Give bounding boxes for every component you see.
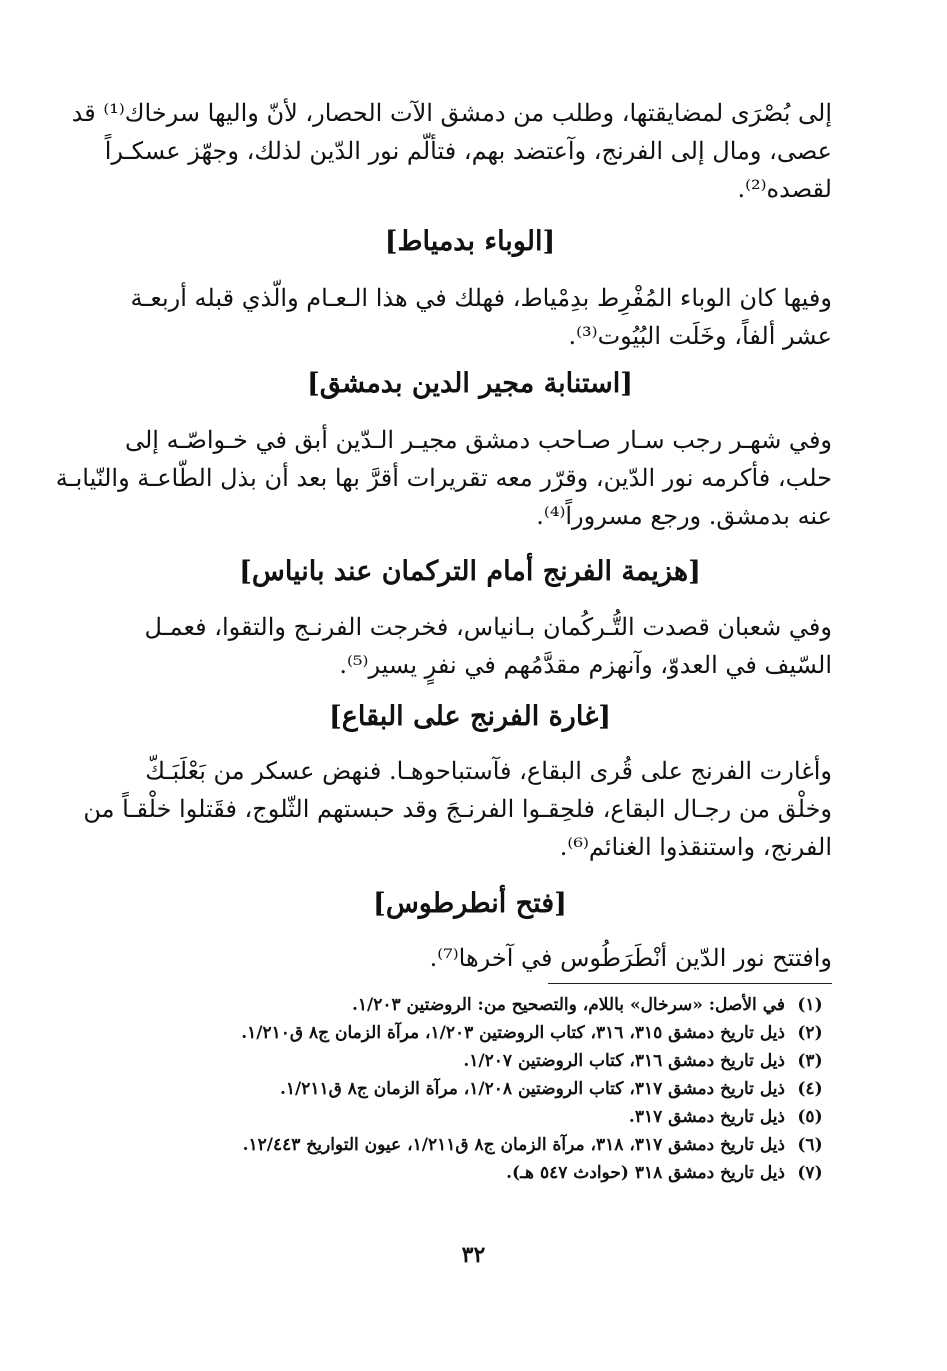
footnote-number: (١) bbox=[797, 995, 823, 1015]
paragraph-opening bbox=[71, 94, 832, 208]
text-line: إلى بُصْرَى لمضايقتها، وطلب من دمشق الآت الحصار، لأنّ واليها سرخاك⁽¹⁾ قد bbox=[71, 99, 832, 127]
paragraph-tortosa bbox=[108, 939, 832, 977]
footnote-text: ذيل تاريخ دمشق ٣١٧، ٣١٨، مرآة الزمان ج٨ ق١/٢١١، عيون التواريخ ١٢/٤٤٣. bbox=[242, 1135, 785, 1155]
text-line: عصى، ومال إلى الفرنج، وآعتضد بهم، فتألّم نور الدّين لذلك، وجهّز عسكـراً bbox=[104, 137, 832, 165]
footnote bbox=[140, 995, 835, 1023]
page-number: ٣٢ bbox=[461, 1242, 486, 1268]
footnote bbox=[140, 1163, 835, 1191]
section-heading-plague: [الوباء بدمياط] bbox=[384, 226, 556, 257]
footnote bbox=[140, 1051, 835, 1079]
footnote-number: (٧) bbox=[797, 1163, 823, 1183]
footnote bbox=[140, 1135, 835, 1163]
footnote-text: ذيل تاريخ دمشق ٣١٦، كتاب الروضتين ١/٢٠٧. bbox=[463, 1051, 785, 1071]
footnote-text: ذيل تاريخ دمشق ٣١٨ (حوادث ٥٤٧ هـ). bbox=[506, 1163, 785, 1183]
text-line: عشر ألفاً، وخَلَت البُيُوت⁽³⁾. bbox=[568, 322, 832, 350]
footnote-text: ذيل تاريخ دمشق ٣١٧، كتاب الروضتين ١/٢٠٨، مرآة الزمان ج٨ ق١/٢١١. bbox=[280, 1079, 785, 1099]
footnote-number: (٦) bbox=[797, 1135, 823, 1155]
text-line: وفي شهـر رجب سـار صـاحب دمشق مجيـر الـدّين أبق في خـواصّـه إلى bbox=[124, 426, 832, 454]
text-line: وخلْق من رجـال البقاع، فلحِقـوا الفرنـجَ وقد حبستهم الثّلوج، فقَتلوا خلْقـاً من bbox=[83, 795, 832, 823]
section-heading-bekaa: [غارة الفرنج على البقاع] bbox=[329, 701, 611, 732]
footnote bbox=[140, 1107, 835, 1135]
text-line: حلب، فأكرمه نور الدّين، وقرّر معه تقريرات أقرَّ بها بعد أن بذل الطّاعـة والنّيابـة bbox=[55, 464, 832, 492]
text-line: السّيف في العدوّ، وآنهزم مقدَّمُهم في نفرٍ يسير⁽⁵⁾. bbox=[339, 651, 832, 679]
text-line: وأغارت الفرنج على قُرى البقاع، فآستباحوهـا. فنهض عسكر من بَعْلَبَـكّ bbox=[145, 757, 832, 785]
paragraph-bekaa bbox=[83, 752, 832, 866]
text-line: لقصده⁽²⁾. bbox=[737, 175, 832, 203]
text-line: الفرنج، واستنقذوا الغنائم⁽⁶⁾. bbox=[559, 833, 832, 861]
text-line: وافتتح نور الدّين أنْطَرَطُوس في آخرها⁽⁷⁾. bbox=[429, 944, 832, 972]
footnote-text: ذيل تاريخ دمشق ٣١٧. bbox=[628, 1107, 785, 1127]
footnotes bbox=[140, 995, 835, 1191]
footnote bbox=[140, 1023, 835, 1051]
paragraph-mujir bbox=[55, 421, 832, 535]
footnote-number: (٥) bbox=[797, 1107, 823, 1127]
footnote bbox=[140, 1079, 835, 1107]
footnote-number: (٤) bbox=[797, 1079, 823, 1099]
section-heading-banias: [هزيمة الفرنج أمام التركمان عند بانياس] bbox=[239, 556, 701, 587]
footnote-number: (٣) bbox=[797, 1051, 823, 1071]
footnote-text: في الأصل: «سرخال» باللام، والتصحيح من: الروضتين ١/٢٠٣. bbox=[351, 995, 785, 1015]
section-heading-tortosa: [فتح أنطرطوس] bbox=[373, 888, 567, 919]
text-line: عنه بدمشق. ورجع مسروراً⁽⁴⁾. bbox=[536, 502, 832, 530]
section-heading-mujir: [استنابة مجير الدين بدمشق] bbox=[306, 368, 634, 399]
paragraph-plague bbox=[108, 279, 832, 355]
paragraph-banias bbox=[108, 608, 832, 684]
text-line: وفيها كان الوباء المُفْرِط بدِمْياط، فهلك في هذا الـعـام والّذي قبله أربعـة bbox=[130, 284, 832, 312]
footnote-text: ذيل تاريخ دمشق ٣١٥، ٣١٦، كتاب الروضتين ١/٢٠٣، مرآة الزمان ج٨ ق١/٢١٠. bbox=[241, 1023, 785, 1043]
footnote-separator bbox=[548, 983, 832, 984]
text-line: وفي شعبان قصدت التُّـركُمان بـانياس، فخرجت الفرنـج والتقوا، فعمـل bbox=[144, 613, 832, 641]
footnote-number: (٢) bbox=[797, 1023, 823, 1043]
